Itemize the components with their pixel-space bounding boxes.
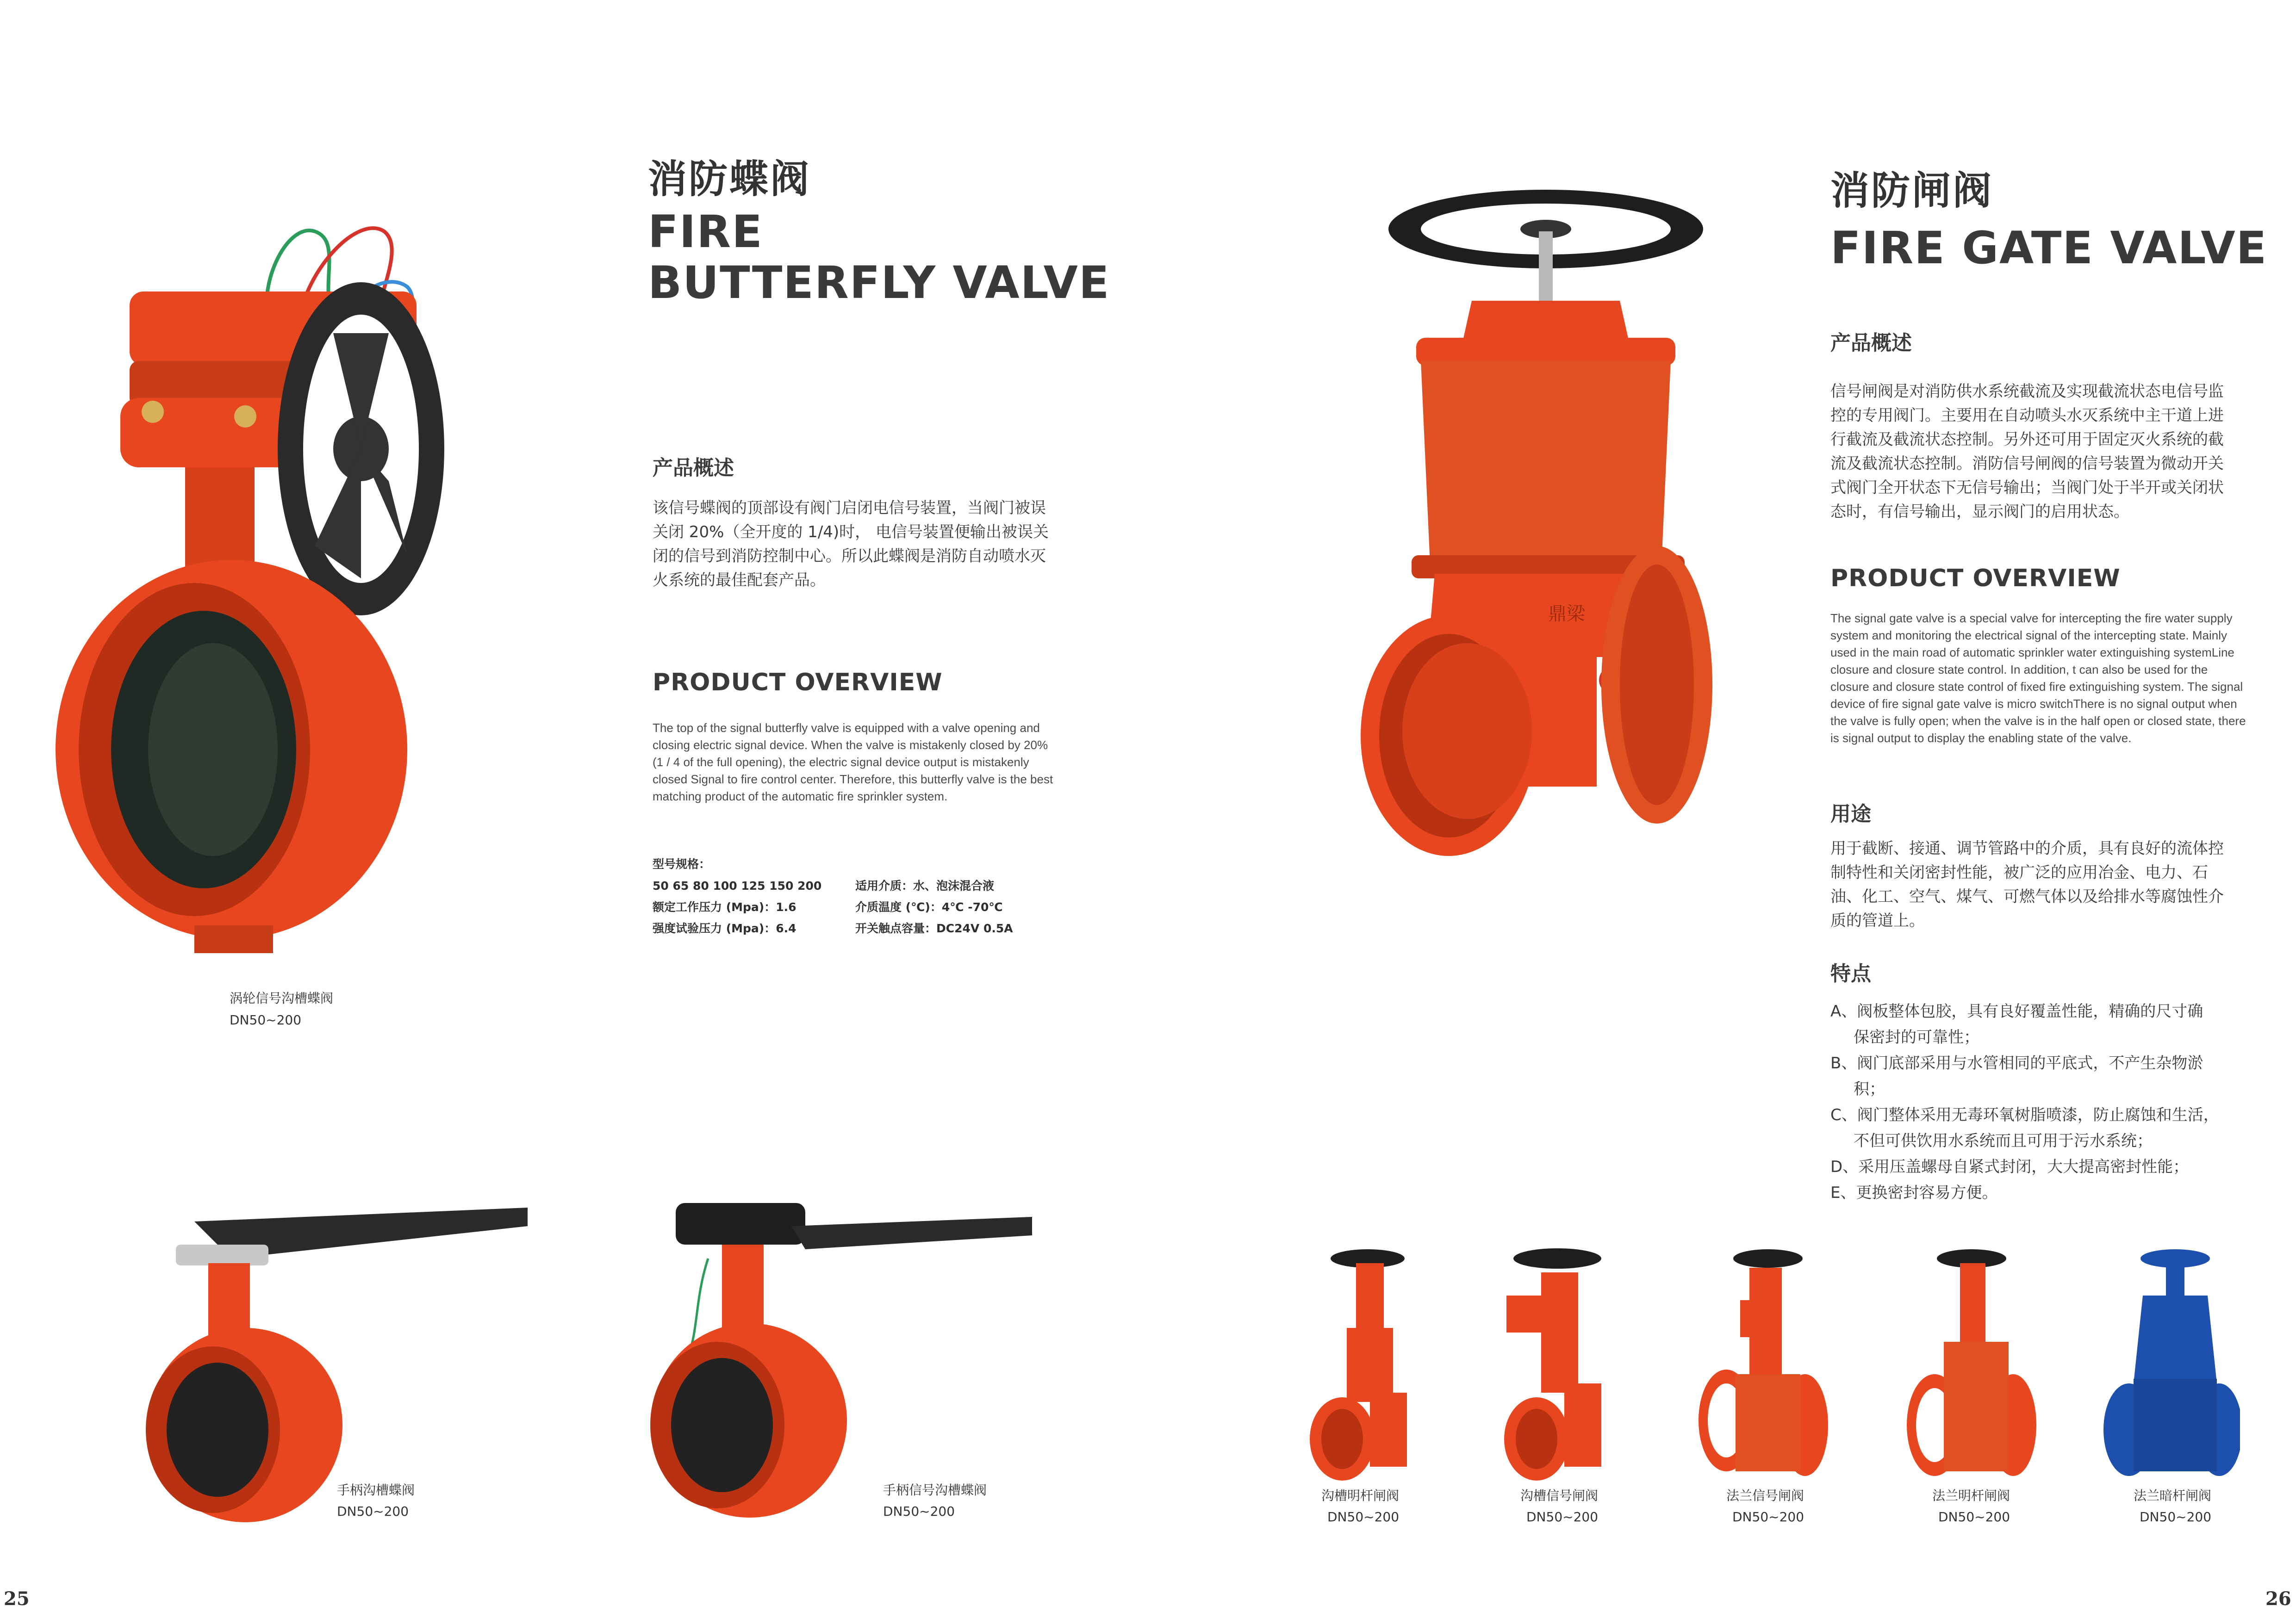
page-number-right: 26 <box>2265 1588 2291 1610</box>
spec-heading: 型号规格： <box>653 857 711 871</box>
features-heading: 特点 <box>1830 962 1871 986</box>
feature-d: D、采用压盖螺母自紧式封闭，大大提高密封性能； <box>1830 1158 2189 1176</box>
handle-butterfly-valve-image <box>125 1203 541 1527</box>
signal-gate-valve-image <box>1361 185 1731 879</box>
gate-product-1-size: DN50~200 <box>1327 1509 1400 1525</box>
usage-text: 用于截断、接通、调节管路中的介质，具有良好的流体控制特性和关闭密封性能，被广泛的应用冶金、电力、石油、化工、空气、煤气、可燃气体以及给排水等腐蚀性介质的管道上。 <box>1830 839 2224 930</box>
features-list <box>1830 998 2275 1206</box>
main-product-size: DN50~200 <box>230 1012 302 1028</box>
grooved-rising-stem-gate-valve-image <box>1305 1245 1430 1485</box>
left-overview-cn-text: 该信号蝶阀的顶部设有阀门启闭电信号装置，当阀门被误关闭 20%（全开度的 1/4)时， 电信号装置便输出被误关闭的信号到消防控制中心。所以此蝶阀是消防自动喷水灭火系统的最佳配套产品。 <box>653 499 1049 589</box>
gate-product-1-name: 沟槽明杆闸阀 <box>1321 1488 1400 1503</box>
left-title-en-line2: BUTTERFLY VALVE <box>648 257 1110 309</box>
feature-e: E、更换密封容易方便。 <box>1830 1184 1998 1202</box>
left-title-en-line1: FIRE <box>648 206 763 258</box>
feature-c: C、阀门整体采用无毒环氧树脂喷漆，防止腐蚀和生活， 不但可供饮用水系统而且可用于污水系统； <box>1830 1106 2219 1150</box>
right-overview-en-heading: PRODUCT OVERVIEW <box>1830 564 2121 592</box>
spec-medium: 适用介质：水、泡沫混合液 <box>855 879 995 893</box>
left-overview-cn-heading: 产品概述 <box>653 456 734 480</box>
spec-sizes: 50 65 80 100 125 150 200 <box>653 879 822 893</box>
flanged-rising-stem-gate-valve-image <box>1902 1245 2041 1485</box>
left-overview-en-heading: PRODUCT OVERVIEW <box>653 669 943 696</box>
spec-test-pressure: 强度试验压力 (Mpa)：6.4 <box>653 922 796 935</box>
small-product-2-size: DN50~200 <box>883 1504 955 1519</box>
gate-product-4-name: 法兰明杆闸阀 <box>1932 1488 2010 1503</box>
right-overview-cn-heading: 产品概述 <box>1830 331 1912 355</box>
handle-signal-butterfly-valve-image <box>639 1198 1055 1522</box>
small-product-1-name: 手柄沟槽蝶阀 <box>337 1482 415 1498</box>
gate-product-3-name: 法兰信号闸阀 <box>1726 1488 1804 1503</box>
right-title-cn: 消防闸阀 <box>1830 168 1994 213</box>
spec-contact: 开关触点容量：DC24V 0.5A <box>855 922 1013 935</box>
grooved-signal-gate-valve-image <box>1495 1245 1620 1485</box>
small-product-1-size: DN50~200 <box>337 1504 409 1519</box>
gate-product-4-size: DN50~200 <box>1938 1509 2010 1525</box>
usage-heading: 用途 <box>1830 802 1871 826</box>
flanged-non-rising-stem-gate-valve-image <box>2101 1245 2240 1485</box>
gate-product-5-name: 法兰暗杆闸阀 <box>2134 1488 2212 1503</box>
gate-product-2-name: 沟槽信号闸阀 <box>1520 1488 1599 1503</box>
flanged-signal-gate-valve-image <box>1694 1245 1833 1485</box>
spec-pressure: 额定工作压力 (Mpa)：1.6 <box>653 900 796 914</box>
feature-a: A、阀板整体包胶，具有良好覆盖性能，精确的尺寸确 保密封的可靠性； <box>1830 1002 2203 1047</box>
left-overview-en-text: The top of the signal butterfly valve is equipped with a valve opening and closing electric signal device. When the valve is mistakenly closed by 20% (1 / 4 of the full opening), the electric signal device output is mistakenly closed Signal to fire control center. Therefore, this butterfly valve is the best matching product of the automatic fire sprinkler system. <box>653 721 1053 803</box>
spec-temperature: 介质温度 (℃)：4℃ -70℃ <box>855 900 1003 914</box>
worm-gear-butterfly-valve-image <box>37 194 454 953</box>
right-overview-en-text: The signal gate valve is a special valve for intercepting the fire water supply system and monitoring the electrical signal of the intercepting state. Mainly used in the main road of automatic sprinkler water extinguishing systemLine closure and closure state control. In addition, t can also be used for the closure and closure state control of fixed fire extinguishing system. The signal device of fire signal gate valve is micro switchThere is no signal output when the valve is fully open; when the valve is in the half open or closed state, there is signal output to display the enabling state of the valve. <box>1830 611 2246 745</box>
small-product-2-name: 手柄信号沟槽蝶阀 <box>883 1482 987 1498</box>
gate-product-5-size: DN50~200 <box>2140 1509 2212 1525</box>
right-overview-cn-text: 信号闸阀是对消防供水系统截流及实现截流状态电信号监控的专用阀门。主要用在自动喷头水灭系统中主干道上进行截流及截流状态控制。另外还可用于固定灭火系统的截流及截流状态控制。消防信号闸阀的信号装置为微动开关式阀门全开状态下无信号输出；当阀门处于半开或关闭状态时，有信号输出，显示阀门的启用状态。 <box>1830 382 2224 521</box>
main-product-caption: 涡轮信号沟槽蝶阀 <box>230 991 334 1006</box>
page-number-left: 25 <box>4 1588 30 1610</box>
gate-product-2-size: DN50~200 <box>1526 1509 1599 1525</box>
right-title-en: FIRE GATE VALVE <box>1830 222 2268 274</box>
left-title-cn: 消防蝶阀 <box>648 156 811 202</box>
gate-product-3-size: DN50~200 <box>1732 1509 1804 1525</box>
valve-brand-marking: 鼎梁 <box>1548 603 1585 625</box>
feature-b: B、阀门底部采用与水管相同的平底式，不产生杂物淤 积； <box>1830 1054 2203 1098</box>
